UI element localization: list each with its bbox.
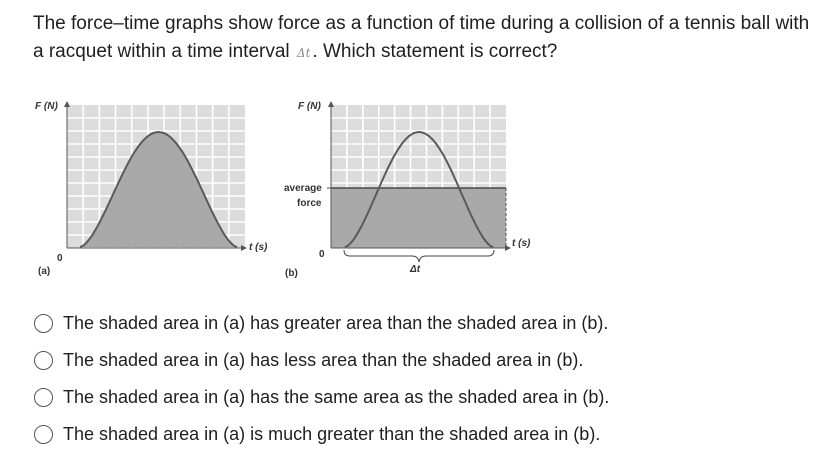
- answer-option-label: The shaded area in (a) is much greater than the shaded area in (b).: [63, 424, 601, 444]
- force-time-figure: [0, 90, 828, 290]
- graph-a: [35, 101, 268, 277]
- answer-option-1[interactable]: [34, 305, 814, 342]
- graph-a-panel-label: (a): [38, 266, 51, 277]
- graph-b-y-axis-label: F (N): [298, 101, 321, 112]
- graph-b-origin-label: 0: [319, 249, 325, 260]
- graph-b-interval-label: Δt: [410, 264, 421, 275]
- graph-b: [284, 101, 531, 279]
- delta-t-symbol: Δt: [296, 46, 311, 60]
- question-text-start: The force–time graphs show force as a function of time during a collision of a tennis ball with a racquet within a time interval: [33, 13, 810, 62]
- graph-a-y-axis-label: F (N): [35, 101, 58, 112]
- answer-option-label: The shaded area in (a) has less area than the shaded area in (b).: [63, 350, 584, 370]
- radio-button-icon[interactable]: [34, 388, 53, 407]
- graph-b-force-label: force: [297, 198, 322, 209]
- graph-b-shaded-area: [331, 188, 506, 248]
- answer-option-label: The shaded area in (a) has the same area as the shaded area in (b).: [63, 387, 610, 407]
- graph-b-average-label: average: [284, 183, 322, 194]
- radio-button-icon[interactable]: [34, 351, 53, 370]
- graph-b-interval-brace: [344, 250, 494, 262]
- radio-button-icon[interactable]: [34, 314, 53, 333]
- answer-option-2[interactable]: [34, 342, 814, 379]
- graph-b-panel-label: (b): [285, 268, 298, 279]
- answer-option-label: The shaded area in (a) has greater area than the shaded area in (b).: [63, 313, 609, 333]
- graph-a-origin-label: 0: [57, 253, 63, 264]
- answer-options: [34, 305, 814, 453]
- graph-b-x-axis-label: t (s): [512, 238, 531, 249]
- radio-button-icon[interactable]: [34, 425, 53, 444]
- force-time-graphs: [0, 90, 828, 290]
- question-text: [33, 10, 813, 67]
- answer-option-3[interactable]: [34, 379, 814, 416]
- answer-option-4[interactable]: [34, 416, 814, 453]
- graph-a-x-axis-label: t (s): [249, 242, 268, 253]
- question-text-end: . Which statement is correct?: [312, 41, 558, 62]
